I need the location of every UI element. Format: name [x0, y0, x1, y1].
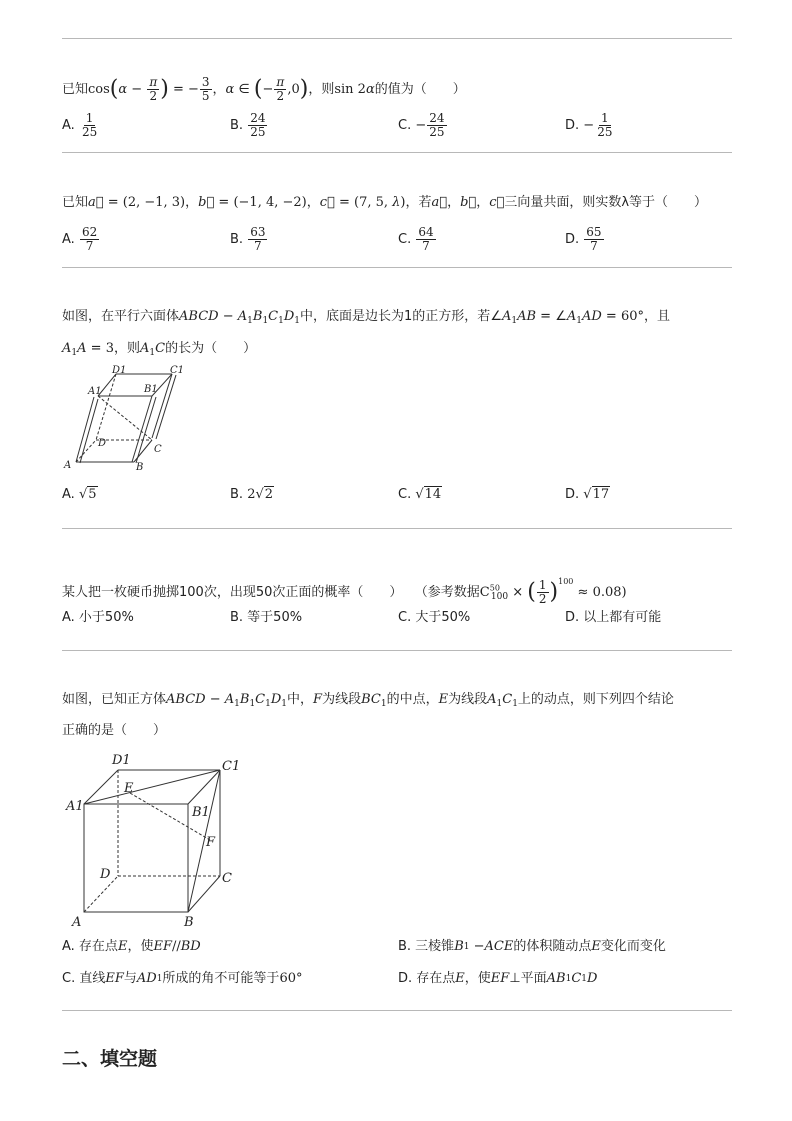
divider — [62, 267, 732, 268]
label-a1: A1 — [66, 799, 84, 814]
q3-option-d[interactable]: D. √17 — [565, 487, 610, 502]
label-d: D — [100, 867, 111, 882]
label-b1: B1 — [144, 384, 158, 395]
q2-option-d[interactable]: D. $\frac{65}{7}$ — [565, 225, 602, 253]
label-f: F — [206, 835, 216, 850]
label-b1: B1 — [192, 805, 210, 820]
q3-option-b[interactable]: B. 2√2 — [230, 487, 274, 502]
label-b: B — [184, 915, 194, 928]
q5-stem-line1: 如图，已知正方体ABCD − $A_1B_1C_1D_1$中，F为线段$BC_1$的中点，E为线段$A_1C_1$上的动点，则下列四个结论 — [62, 692, 674, 709]
parallelepiped-figure — [60, 362, 200, 474]
q1-option-c[interactable]: C. − $\frac{24}{25}$ — [398, 111, 445, 139]
q4-option-c[interactable]: C. 大于50% — [398, 610, 471, 625]
q2-stem: 已知a⃗ = (2, −1, 3)，b⃗ = (−1, 4, −2)，c⃗ = (7, 5, λ)，若a⃗，b⃗，c⃗三向量共面，则实数λ等于（ ） — [62, 195, 708, 210]
label-e: E — [124, 781, 134, 796]
label-a: A — [72, 915, 82, 928]
q1-option-a[interactable]: A. $\frac{1}{25}$ — [62, 111, 98, 139]
label-a1: A1 — [88, 386, 102, 397]
label-d1: D1 — [112, 365, 127, 376]
q2-option-b[interactable]: B. $\frac{63}{7}$ — [230, 225, 266, 253]
q5-stem-line2: 正确的是（ ） — [62, 723, 167, 738]
cube-figure — [60, 748, 250, 928]
q1-option-b[interactable]: B. $\frac{24}{25}$ — [230, 111, 266, 139]
label-d1: D1 — [112, 753, 131, 768]
q3-stem-line2: $A_1A = 3$，则$A_1C$的长为（ ） — [62, 341, 257, 358]
q4-option-d[interactable]: D. 以上都有可能 — [565, 610, 662, 625]
q1-option-d[interactable]: D. − $\frac{1}{25}$ — [565, 111, 613, 139]
label-c: C — [222, 871, 232, 886]
q2-option-c[interactable]: C. $\frac{64}{7}$ — [398, 225, 434, 253]
q2-option-a[interactable]: A. $\frac{62}{7}$ — [62, 225, 98, 253]
label-c1: C1 — [222, 759, 241, 774]
q5-option-b[interactable]: B. 三棱锥 B 1 − ACE 的体积随动点 E 变化而变化 — [398, 939, 666, 954]
divider — [62, 152, 732, 153]
q4-stem: 某人把一枚硬币抛掷100次，出现50次正面的概率（ ） （参考数据$C^{50}_{100}$ × ( $\frac{1}{2}$ )$^{100}$ ≈ 0.08) — [62, 577, 627, 606]
q3-option-c[interactable]: C. √14 — [398, 487, 442, 502]
section-title: 二、填空题 — [62, 1048, 158, 1070]
label-b: B — [136, 462, 144, 473]
divider — [62, 650, 732, 651]
label-c: C — [154, 444, 162, 455]
q5-option-d[interactable]: D. 存在点 E ，使 EF ⊥ 平面 AB 1 C 1 D — [398, 971, 598, 986]
q3-stem-line1: 如图，在平行六面体ABCD − $A_1B_1C_1D_1$中，底面是边长为1的正方形，若$\angle A_1AB$ = $\angle A_1AD = 60^\circ$，且 — [62, 309, 671, 326]
label-c1: C1 — [170, 365, 185, 376]
divider — [62, 38, 732, 39]
label-a: A — [64, 460, 72, 471]
q5-option-c[interactable]: C. 直线 EF 与 AD 1 所成的角不可能等于 60° — [62, 971, 303, 986]
q4-option-a[interactable]: A. 小于50% — [62, 610, 134, 625]
q1-stem: 已知cos(α − $\frac{\pi}{2}$ ) = − $\frac{3}{5}$ ，α ∈ (− $\frac{\pi}{2}$ ,0)，则sin 2α的值为（ ） — [62, 75, 466, 103]
q5-option-a[interactable]: A. 存在点 E ，使 EF // BD — [62, 939, 201, 954]
label-d: D — [98, 438, 107, 449]
divider — [62, 1010, 732, 1011]
q3-option-a[interactable]: A. √5 — [62, 487, 97, 502]
q4-option-b[interactable]: B. 等于50% — [230, 610, 303, 625]
divider — [62, 528, 732, 529]
